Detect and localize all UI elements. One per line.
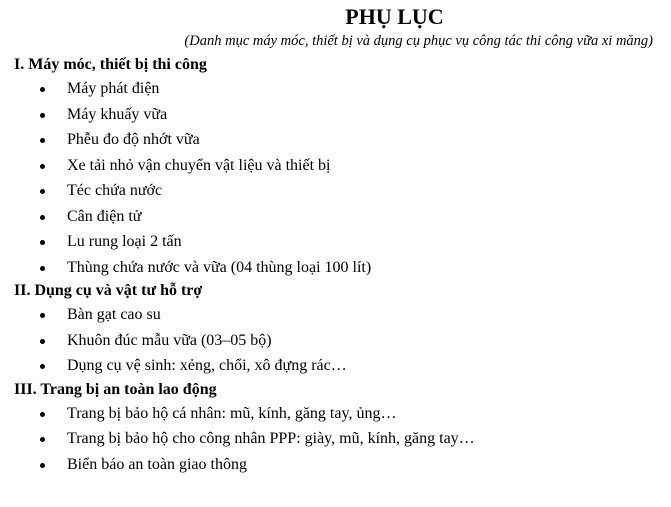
bullet-icon <box>40 138 45 143</box>
list-item <box>14 353 657 379</box>
page-title: PHỤ LỤC <box>345 4 444 29</box>
list-item-text: Khuôn đúc mẫu vữa (03–05 bộ) <box>67 331 272 349</box>
list-item <box>14 328 657 354</box>
list-item-text: Dụng cụ vệ sinh: xẻng, chổi, xô đựng rác… <box>67 357 347 374</box>
list-item-text: Máy phát điện <box>67 80 160 97</box>
equipment-list <box>14 76 657 280</box>
bullet-icon <box>40 113 45 118</box>
bullet-icon <box>40 437 45 442</box>
list-item-text: Lu rung loại 2 tấn <box>67 233 182 250</box>
page-subtitle: (Danh mục máy móc, thiết bị và dụng cụ phục vụ công tác thi công vữa xi măng) <box>184 33 653 49</box>
list-item <box>14 127 657 153</box>
section-heading-safety: III. Trang bị an toàn lao động <box>14 380 217 398</box>
list-item-text: Thùng chứa nước và vữa (04 thùng loại 100 lít) <box>67 258 372 276</box>
list-item-text: Bàn gạt cao su <box>67 306 161 323</box>
list-item <box>14 153 657 179</box>
bullet-icon <box>40 87 45 92</box>
list-item-text: Cân điện tử <box>67 207 142 225</box>
bullet-icon <box>40 339 45 344</box>
list-item-text: Téc chứa nước <box>67 182 163 199</box>
bullet-icon <box>40 215 45 220</box>
list-item <box>14 204 657 230</box>
safety-list <box>14 401 657 478</box>
bullet-icon <box>40 164 45 169</box>
bullet-icon <box>40 463 45 468</box>
bullet-icon <box>40 412 45 417</box>
bullet-icon <box>40 364 45 369</box>
list-item-text: Xe tải nhỏ vận chuyển vật liệu và thiết bị <box>67 156 331 174</box>
list-item <box>14 102 657 128</box>
list-item <box>14 255 657 281</box>
list-item <box>14 452 657 478</box>
list-item <box>14 229 657 255</box>
list-item-text: Trang bị bảo hộ cá nhân: mũ, kính, găng tay, ủng… <box>67 404 397 422</box>
list-item-text: Trang bị bảo hộ cho công nhân PPP: giày, mũ, kính, găng tay… <box>67 430 475 447</box>
bullet-icon <box>40 189 45 194</box>
list-item <box>14 302 657 328</box>
list-item-text: Máy khuấy vữa <box>67 105 168 123</box>
section-heading-equipment: I. Máy móc, thiết bị thi công <box>14 56 207 73</box>
list-item <box>14 401 657 427</box>
list-item-text: Biển báo an toàn giao thông <box>67 455 247 473</box>
tools-list <box>14 302 657 379</box>
bullet-icon <box>40 266 45 271</box>
section-heading-tools: II. Dụng cụ và vật tư hỗ trợ <box>14 282 203 299</box>
list-item <box>14 178 657 204</box>
bullet-icon <box>40 240 45 245</box>
list-item-text: Phễu đo độ nhớt vữa <box>67 131 200 148</box>
list-item <box>14 426 657 452</box>
list-item <box>14 76 657 102</box>
bullet-icon <box>40 313 45 318</box>
